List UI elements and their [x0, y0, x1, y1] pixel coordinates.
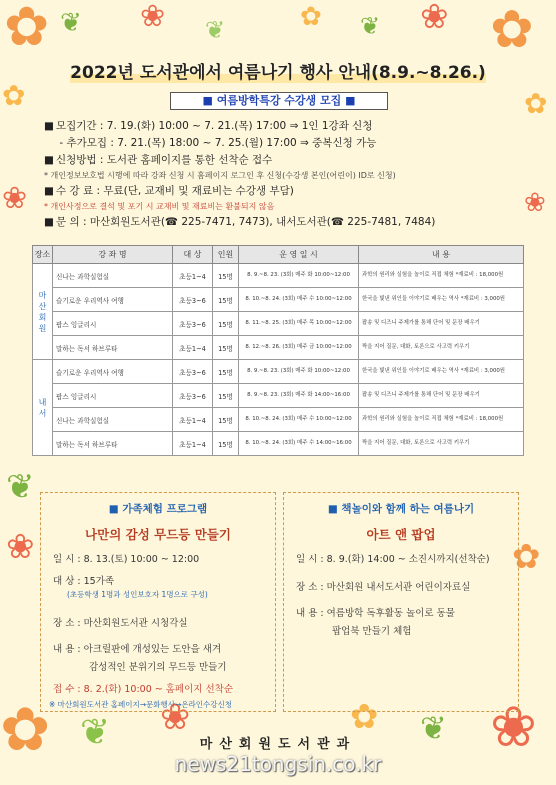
- flower-icon: ✿: [2, 79, 26, 112]
- family-program-panel: [40, 492, 276, 712]
- table-header-row: [33, 246, 524, 264]
- family-subtitle: 나만의 감성 무드등 만들기: [85, 527, 231, 542]
- flower-icon: ❀: [2, 181, 28, 216]
- page-title: 2022년 도서관에서 여름나기 행사 안내(8.9.~8.26.): [70, 63, 486, 83]
- family-date: 일 시 : 8. 13.(토) 10:00 ~ 12:00: [53, 554, 200, 565]
- table-row: [33, 432, 524, 456]
- table-row: [33, 288, 524, 312]
- course-target: 초등3~6: [173, 312, 213, 336]
- leaf-icon: ❦: [60, 8, 82, 38]
- table-row: [33, 312, 524, 336]
- flower-icon: ❀: [160, 697, 191, 738]
- course-name: 신나는 과학실험실: [53, 264, 173, 288]
- privacy-note: * 개인정보보호법 시행에 따라 강좌 신청 시 홈페이지 로그인 후 신청(수강생 본인(어린이) ID로 신청): [44, 171, 396, 180]
- family-content-2: 감성적인 분위기의 무드등 만들기: [89, 662, 227, 673]
- course-capacity: 15명: [213, 408, 239, 432]
- course-schedule: 8. 10.~8. 24. (3회) 매주 수 10:00~12:00: [239, 408, 359, 432]
- flower-icon: ✿: [4, 0, 50, 58]
- popup-content-1: 내 용 : 여름방학 독후활동 놀이로 동물: [296, 608, 455, 619]
- table-row: [33, 360, 524, 384]
- course-name: 슬기로운 우리역사 여행: [53, 360, 173, 384]
- table-row: [33, 384, 524, 408]
- flower-icon: ❀: [490, 695, 537, 760]
- course-info: [44, 118, 524, 231]
- popup-program-panel: [283, 492, 519, 712]
- flower-icon: ✿: [350, 697, 379, 737]
- flower-icon: ✿: [524, 87, 548, 120]
- flower-icon: ✿: [300, 2, 322, 32]
- course-name: 슬기로운 우리역사 여행: [53, 288, 173, 312]
- course-target: 초등3~6: [173, 384, 213, 408]
- course-capacity: 15명: [213, 288, 239, 312]
- course-header: ■ 여름방학특강 수강생 모집 ■: [170, 92, 388, 110]
- course-schedule: 8. 10.~8. 24. (3회) 매주 수 14:00~16:00: [239, 432, 359, 456]
- header-content: 내 용: [359, 246, 524, 264]
- refund-note: * 개인사정으로 결석 및 포기 시 교재비 및 재료비는 환불되지 않음: [44, 202, 275, 211]
- header-schedule: 운 영 일 시: [239, 246, 359, 264]
- header-location: 장소: [33, 246, 53, 264]
- course-target: 초등1~4: [173, 432, 213, 456]
- leaf-icon: ❦: [360, 12, 381, 40]
- course-content: 과학의 원리와 실험을 놀이로 직접 체험 *재료비 : 18,000원: [359, 408, 524, 432]
- additional-recruit: - 추가모집 : 7. 21.(목) 18:00 ~ 7. 25.(월) 17:00 ⇒ 중복신청 가능: [56, 137, 377, 149]
- family-apply: 접 수 : 8. 2.(화) 10:00 ~ 홈페이지 선착순: [53, 684, 234, 695]
- course-target: 초등1~4: [173, 336, 213, 360]
- header-course: 강 좌 명: [53, 246, 173, 264]
- course-capacity: 15명: [213, 312, 239, 336]
- course-content: 과학의 원리와 실험을 놀이로 직접 체험 *재료비 : 18,000원: [359, 264, 524, 288]
- header-target: 대 상: [173, 246, 213, 264]
- course-capacity: 15명: [213, 360, 239, 384]
- flower-icon: ❀: [140, 0, 166, 34]
- course-name: 팝스 잉글리시: [53, 384, 173, 408]
- course-name: 말하는 독서 하브루타: [53, 432, 173, 456]
- flower-icon: ✿: [0, 695, 51, 765]
- flower-icon: ❀: [420, 0, 449, 37]
- schedule-table: [32, 245, 524, 456]
- course-content: 짝을 지어 질문, 대화, 토론으로 사고력 키우기: [359, 432, 524, 456]
- course-schedule: 8. 11.~8. 25. (3회) 매주 목 10:00~12:00: [239, 312, 359, 336]
- recruit-period: ■ 모집기간 : 7. 19.(화) 10:00 ~ 7. 21.(목) 17:00 ⇒ 1인 1강좌 신청: [44, 120, 373, 132]
- popup-subtitle: 아트 앤 팝업: [366, 527, 436, 542]
- course-schedule: 8. 9.~8. 23. (3회) 매주 화 10:00~12:00: [239, 264, 359, 288]
- flower-icon: ✿: [490, 0, 534, 60]
- course-schedule: 8. 10.~8. 24. (3회) 매주 수 10:00~12:00: [239, 288, 359, 312]
- family-apply-note: ※ 마산회원도서관 홈페이지→문화행사→온라인수강신청: [49, 700, 233, 709]
- course-target: 초등3~6: [173, 360, 213, 384]
- course-target: 초등1~4: [173, 264, 213, 288]
- family-target-note: (초등학생 1명과 성인보호자 1명으로 구성): [67, 590, 208, 599]
- apply-method: ■ 신청방법 : 도서관 홈페이지를 통한 선착순 접수: [44, 154, 273, 166]
- header-capacity: 인원: [213, 246, 239, 264]
- course-target: 초등3~6: [173, 288, 213, 312]
- course-capacity: 15명: [213, 384, 239, 408]
- flower-icon: ❀: [524, 188, 546, 218]
- organizer-name: 마산회원도서관과: [199, 737, 357, 752]
- course-capacity: 15명: [213, 336, 239, 360]
- course-name: 신나는 과학실험실: [53, 408, 173, 432]
- course-schedule: 8. 9.~8. 23. (3회) 매주 화 14:00~16:00: [239, 384, 359, 408]
- leaf-icon: ❦: [80, 712, 111, 753]
- leaf-icon: ❦: [420, 709, 447, 747]
- popup-date: 일 시 : 8. 9.(화) 14:00 ~ 소진시까지(선착순): [296, 554, 490, 565]
- table-row: [33, 264, 524, 288]
- course-schedule: 8. 12.~8. 26. (3회) 매주 금 10:00~12:00: [239, 336, 359, 360]
- course-capacity: 15명: [213, 264, 239, 288]
- course-target: 초등1~4: [173, 408, 213, 432]
- course-content: 짝을 지어 질문, 대화, 토론으로 사고력 키우기: [359, 336, 524, 360]
- course-name: 팝스 잉글리시: [53, 312, 173, 336]
- course-content: 팝송 및 디즈니 주제가를 통해 단어 및 문장 배우기: [359, 312, 524, 336]
- course-content: 팝송 및 디즈니 주제가를 통해 단어 및 문장 배우기: [359, 384, 524, 408]
- location-cell: 내서: [33, 360, 53, 456]
- leaf-icon: ❦: [6, 467, 35, 507]
- course-content: 한국을 빛낸 위인들 이야기로 배우는 역사 *재료비 : 3,000원: [359, 360, 524, 384]
- contact-line: ■ 문 의 : 마산회원도서관(☎ 225-7471, 7473), 내서도서관(☎ 225-7481, 7484): [44, 216, 436, 228]
- table-row: [33, 336, 524, 360]
- popup-title: ■ 책놀이와 함께 하는 여름나기: [327, 503, 475, 515]
- popup-content-2: 팝업북 만들기 체험: [332, 626, 412, 637]
- popup-place: 장 소 : 마산회원 내서도서관 어린이자료실: [296, 582, 471, 593]
- watermark: news21tongsin.co.kr: [174, 752, 382, 776]
- course-content: 한국을 빛낸 위인들 이야기로 배우는 역사 *재료비 : 3,000원: [359, 288, 524, 312]
- family-content-1: 내 용 : 아크릴판에 개성있는 도안을 새겨: [53, 644, 222, 655]
- leaf-icon: ❦: [205, 16, 226, 44]
- table-row: [33, 408, 524, 432]
- family-title: ■ 가족체험 프로그램: [108, 503, 208, 515]
- family-place: 장 소 : 마산회원도서관 시청각실: [53, 618, 188, 629]
- course-capacity: 15명: [213, 432, 239, 456]
- flower-icon: ❀: [6, 527, 35, 567]
- location-cell: 마산회원: [33, 264, 53, 360]
- course-name: 말하는 독서 하브루타: [53, 336, 173, 360]
- flower-icon: ✿: [512, 537, 541, 577]
- course-schedule: 8. 9.~8. 23. (3회) 매주 화 10:00~12:00: [239, 360, 359, 384]
- fee-line: ■ 수 강 료 : 무료(단, 교재비 및 재료비는 수강생 부담): [44, 185, 294, 197]
- family-target: 대 상 : 15가족: [53, 576, 115, 587]
